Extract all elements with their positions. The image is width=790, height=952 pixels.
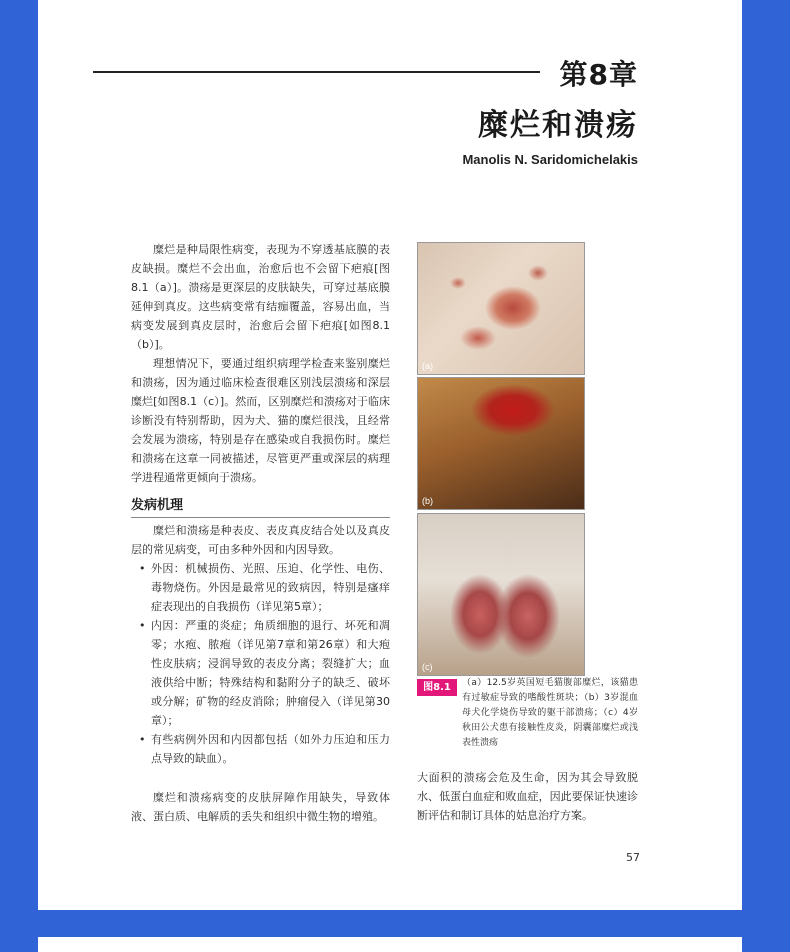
figure-label: 图8.1 xyxy=(417,679,457,696)
bullet-symbol: • xyxy=(139,562,146,575)
intro-paragraph-2: 理想情况下，要通过组织病理学检查来鉴别糜烂和溃疡，因为通过临床检查很难区别浅层溃疡和深层糜烂[如图8.1（c）]。然而，区别糜烂和溃疡对于临床诊断没有特别帮助，因为犬、猫的糜烂很浅，且经常会发展为溃疡，特别是存在感染或自我损伤时。糜烂和溃疡在这章一同被描述，尽管更严重或深层的病理学进程通常更倾向于溃疡。 xyxy=(131,357,390,484)
section-rule xyxy=(131,517,390,518)
chapter-number: 第8章 xyxy=(559,58,638,91)
page-number: 57 xyxy=(626,851,640,864)
chapter-title: 糜烂和溃疡 xyxy=(478,108,638,143)
photo-panel-a xyxy=(417,242,585,375)
panel-label-c: (c) xyxy=(422,662,433,672)
bullet-symbol: • xyxy=(139,619,146,632)
pathogenesis-text xyxy=(131,521,390,768)
header-rule xyxy=(93,71,540,73)
list-item: • 外因：机械损伤、光照、压迫、化学性、电伤、毒物烧伤。外因是最常见的致病因，特别是瘙痒症表现出的自我损伤（详见第5章）； xyxy=(131,559,390,616)
panel-label-a: (a) xyxy=(422,361,433,371)
photo-panel-b xyxy=(417,377,585,510)
bullet-symbol: • xyxy=(139,733,146,746)
figure-caption: （a）12.5岁英国短毛猫腹部糜烂，该猫患有过敏症导致的嗜酸性斑块；（b）3岁混血母犬化学烧伤导致的躯干部溃疡；（c）4岁秋田公犬患有接触性皮炎，阴囊部糜烂或浅表性溃疡 xyxy=(462,678,638,748)
intro-text xyxy=(131,240,390,487)
author-name: Manolis N. Saridomichelakis xyxy=(462,152,638,167)
list-item: • 有些病例外因和内因都包括（如外力压迫和压力点导致的缺血）。 xyxy=(131,730,390,768)
pathogenesis-paragraph-1: 糜烂和溃疡是种表皮、表皮真皮结合处以及真皮层的常见病变，可由多种外因和内因导致。 xyxy=(131,524,390,556)
cause-list xyxy=(131,559,390,768)
right-paragraph: 大面积的溃疡会危及生命，因为其会导致脱水、低蛋白血症和败血症，因此要保证快速诊断评估和制订具体的姑息治疗方案。 xyxy=(417,771,638,822)
intro-paragraph-1: 糜烂是种局限性病变，表现为不穿透基底膜的表皮缺损。糜烂不会出血，治愈后也不会留下疤痕[图8.1（a）]。溃疡是更深层的皮肤缺失，可穿过基底膜延伸到真皮。这些病变常有结痂覆盖，容易出血，当病变发展到真皮层时，治愈后会留下疤痕[如图8.1（b）]。 xyxy=(131,243,390,351)
section-heading: 发病机理 xyxy=(131,498,184,513)
right-column-text xyxy=(417,768,638,825)
next-page-edge xyxy=(38,937,742,952)
list-item: • 内因：严重的炎症；角质细胞的退行、坏死和凋零；水疱、脓疱（详见第7章和第26章）和大疱性皮肤病；浸润导致的表皮分离；裂缝扩大；血液供给中断；特殊结构和黏附分子的缺乏、破坏或分解；矿物的经皮消除；肿瘤侵入（详见第30章）； xyxy=(131,616,390,730)
photo-panel-c xyxy=(417,513,585,676)
panel-label-b: (b) xyxy=(422,496,433,506)
pathogenesis-paragraph-2: 糜烂和溃疡病变的皮肤屏障作用缺失，导致体液、蛋白质、电解质的丢失和组织中微生物的增殖。 xyxy=(131,791,390,823)
pathogenesis-text-2 xyxy=(131,788,390,826)
